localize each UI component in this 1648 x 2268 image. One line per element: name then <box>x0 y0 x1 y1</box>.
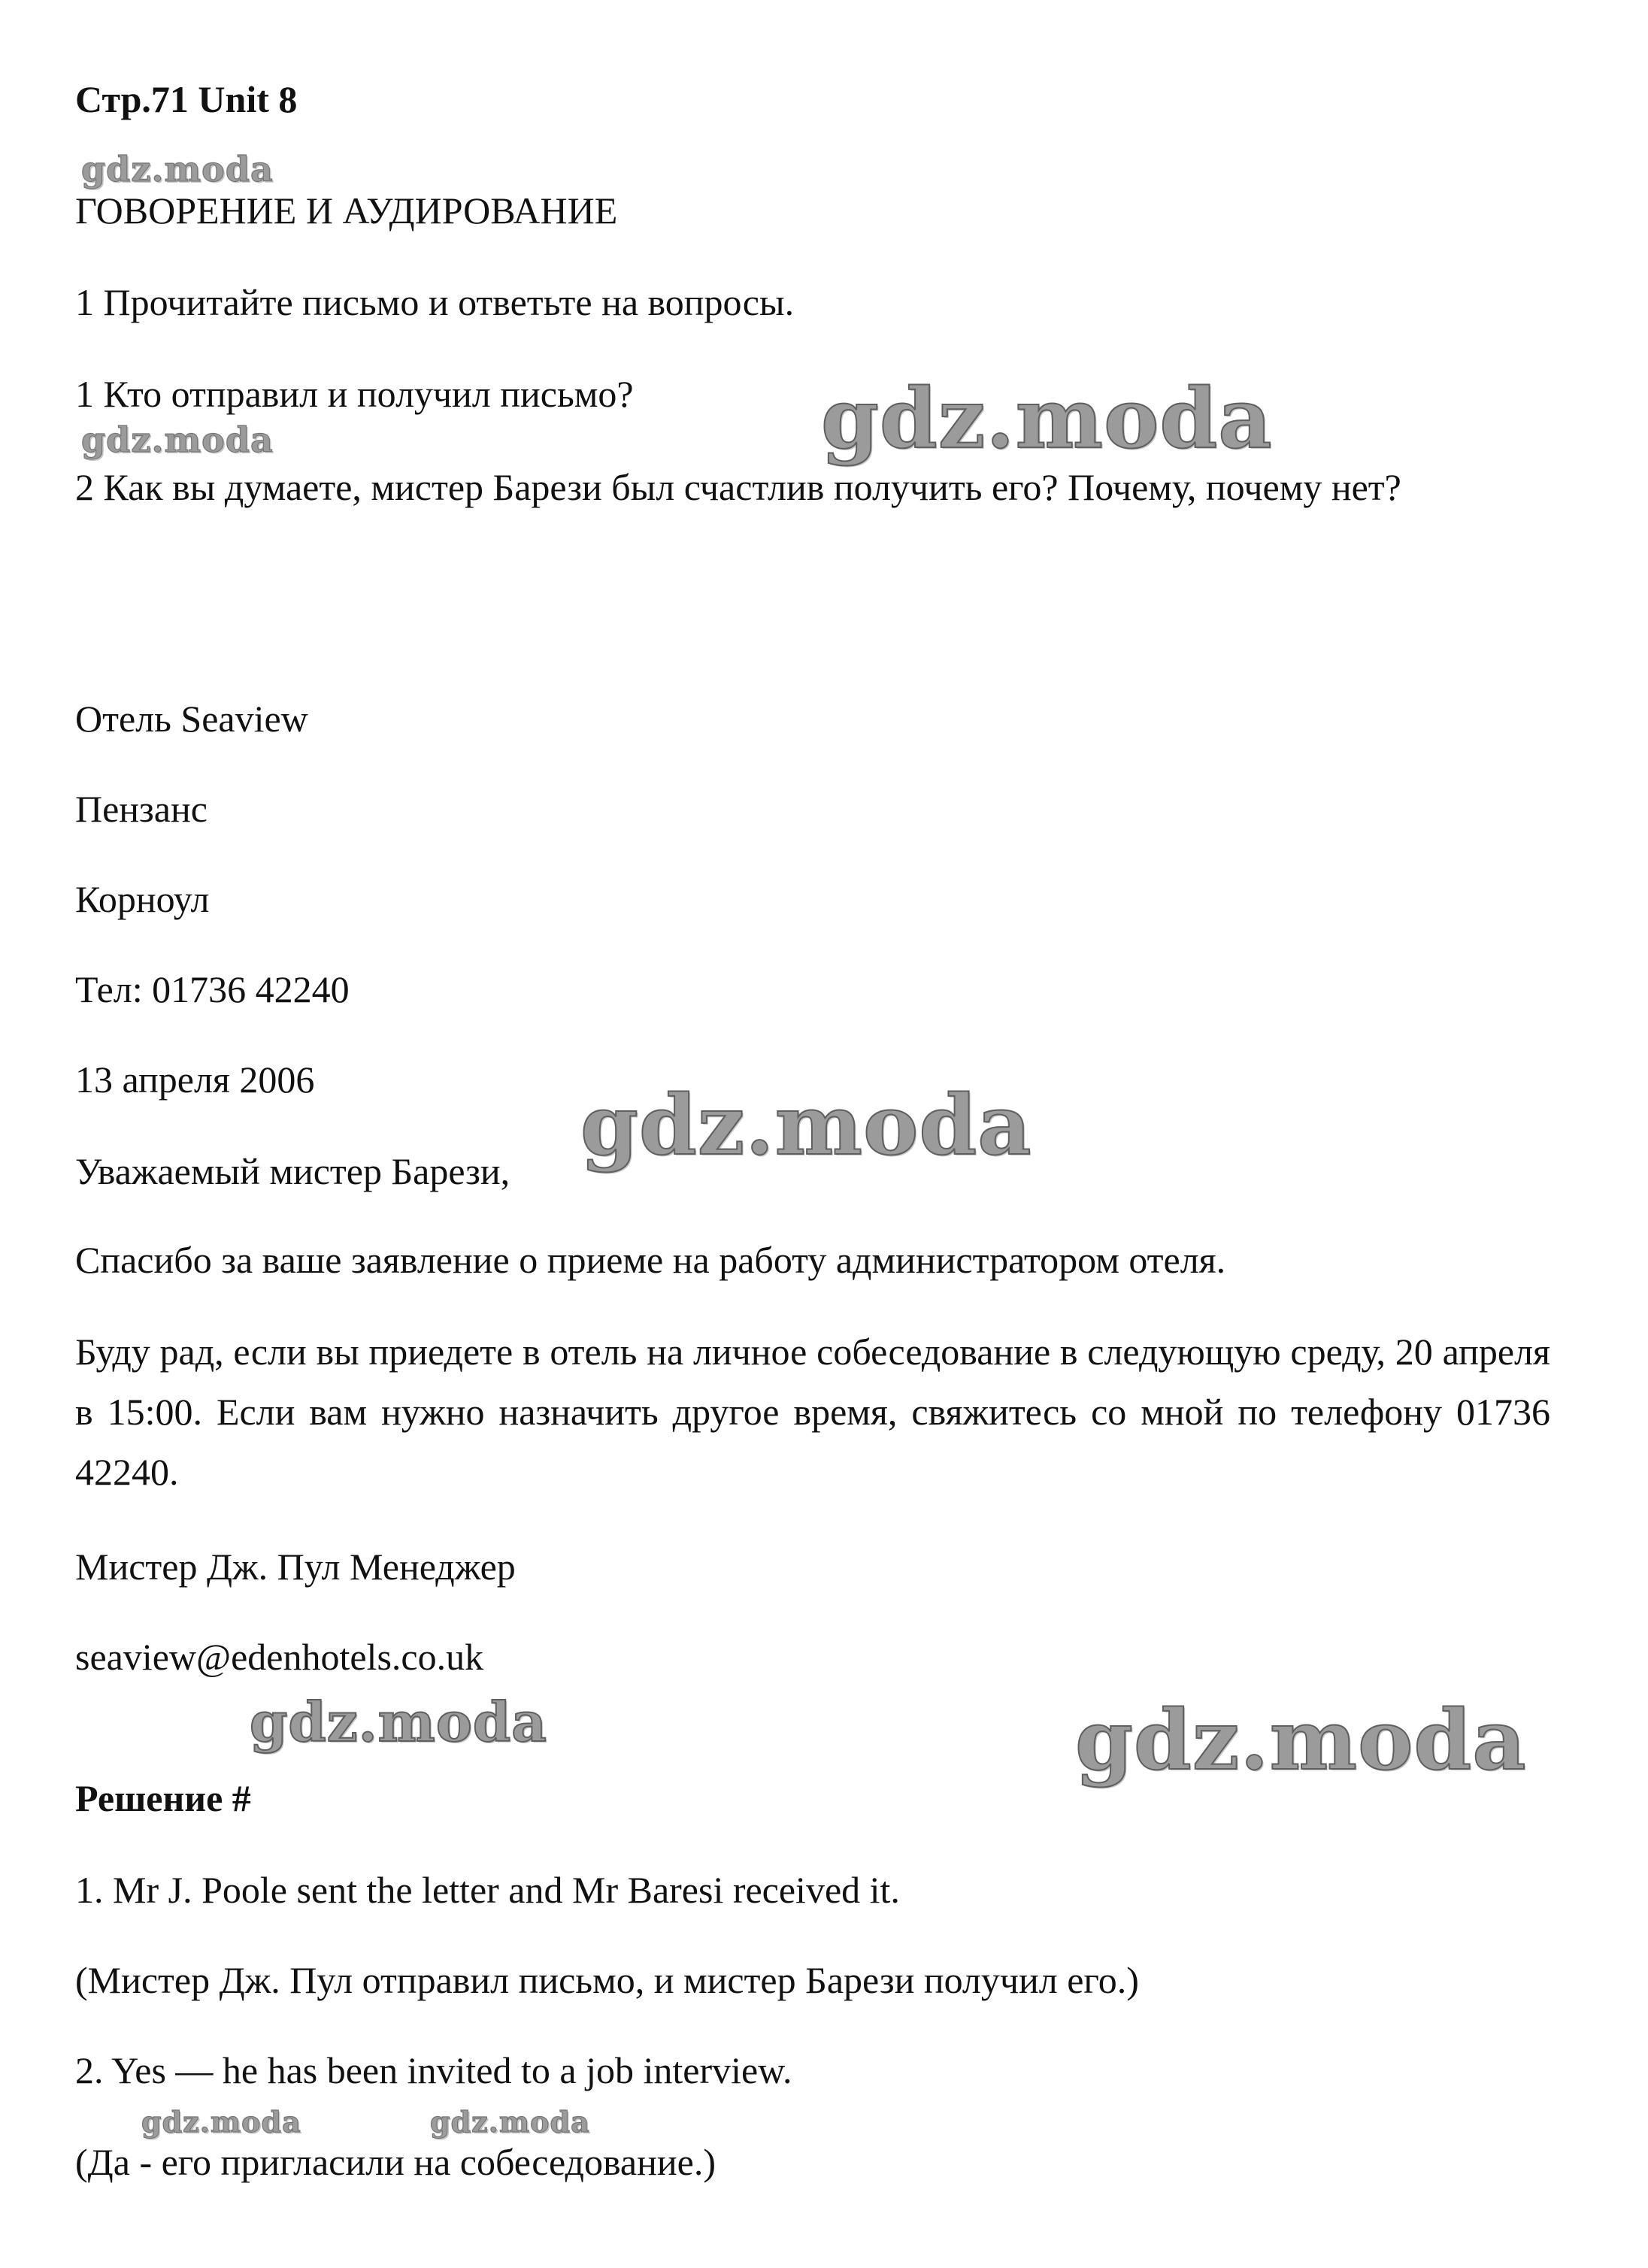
letter-email: seaview@edenhotels.co.uk <box>75 1636 484 1678</box>
letter-hotel: Отель Seaview <box>75 698 308 740</box>
letter-phone: Тел: 01736 42240 <box>75 968 350 1010</box>
watermark-logo: gdz.moda <box>821 370 1273 467</box>
letter-signature: Мистер Дж. Пул Менеджер <box>75 1546 516 1588</box>
task-instruction: 1 Прочитайте письмо и ответьте на вопросы. <box>75 281 795 323</box>
page-title: Стр.71 Unit 8 <box>75 78 298 120</box>
watermark-logo: gdz.moda <box>250 1690 547 1754</box>
solution-heading: Решение # <box>75 1777 251 1819</box>
answer-1: 1. Mr J. Poole sent the letter and Mr Baresi received it. <box>75 1869 900 1911</box>
question-2: 2 Как вы думаете, мистер Барези был счастлив получить его? Почему, почему нет? <box>75 466 1401 508</box>
watermark-logo: gdz.moda <box>580 1076 1032 1173</box>
answer-2: 2. Yes — he has been invited to a job interview. <box>75 2049 792 2091</box>
letter-paragraph-2: Буду рад, если вы приедете в отель на личное собеседование в следующую среду, 20 апреля в 15:00. Если вам нужно назначить другое время, свяжитесь со мной по телефону 01736 42240. <box>75 1331 1550 1493</box>
letter-city: Пензанс <box>75 788 208 830</box>
watermark-logo: gdz.moda <box>81 149 274 189</box>
watermark-logo: gdz.moda <box>81 419 274 460</box>
letter-greeting: Уважаемый мистер Барези, <box>75 1150 510 1192</box>
watermark-logo: gdz.moda <box>1075 1691 1527 1788</box>
question-1: 1 Кто отправил и получил письмо? <box>75 373 634 415</box>
watermark-logo: gdz.moda <box>141 2105 301 2139</box>
watermark-logo: gdz.moda <box>430 2105 590 2139</box>
section-title: ГОВОРЕНИЕ И АУДИРОВАНИЕ <box>75 189 618 232</box>
letter-county: Корноул <box>75 878 210 920</box>
answer-1-translation: (Мистер Дж. Пул отправил письмо, и мистер Барези получил его.) <box>75 1959 1139 2001</box>
letter-paragraph-1: Спасибо за ваше заявление о приеме на работу администратором отеля. <box>75 1239 1226 1281</box>
letter-date: 13 апреля 2006 <box>75 1058 315 1101</box>
answer-2-translation: (Да - его пригласили на собеседование.) <box>75 2141 716 2183</box>
